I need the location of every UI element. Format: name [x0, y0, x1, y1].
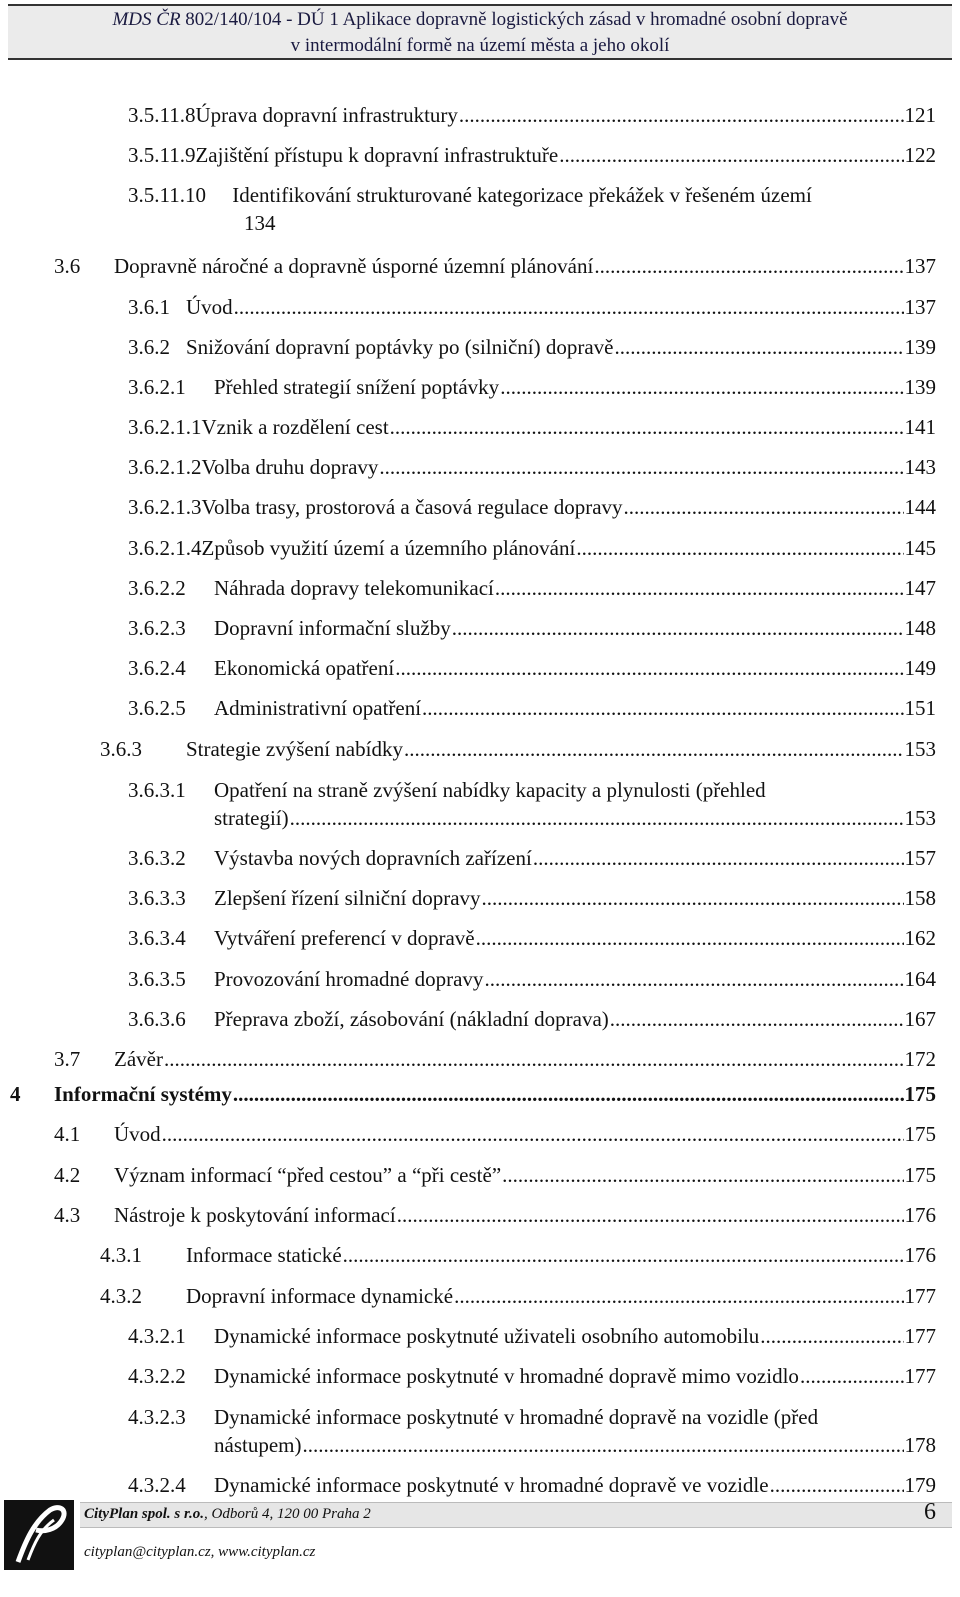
toc-leader-dots [800, 1362, 904, 1390]
toc-entry-page: 175 [904, 1163, 936, 1187]
toc-entry-page: 167 [904, 1007, 936, 1031]
toc-entry-line [128, 453, 936, 481]
toc-entry[interactable] [128, 1403, 936, 1459]
toc-entry-title: Strategie zvýšení nabídky [186, 737, 403, 761]
toc-entry-number: 3.6.3.2 [128, 846, 186, 870]
toc-leader-dots [452, 614, 904, 642]
toc-entry[interactable] [100, 1282, 936, 1310]
toc-leader-dots [343, 1241, 904, 1269]
toc-entry-title: Informace statické [186, 1243, 342, 1267]
toc-leader-dots [476, 924, 904, 952]
toc-entry-line [114, 1201, 936, 1229]
toc-entry-number: 3.6.2.1 [128, 375, 186, 399]
toc-entry-line [114, 1161, 936, 1189]
toc-leader-dots [533, 844, 904, 872]
toc-entry-number: 4.3.2.2 [128, 1364, 186, 1388]
toc-entry-page: 143 [904, 455, 936, 479]
toc-entry-line [214, 1471, 936, 1499]
toc-entry-title: Přehled strategií snížení poptávky [214, 375, 500, 399]
toc-entry-page: 145 [904, 536, 936, 560]
toc-entry-title: Úvod [114, 1122, 161, 1146]
toc-entry[interactable] [128, 453, 936, 481]
toc-entry-line [128, 181, 936, 209]
toc-entry-title: Opatření na straně zvýšení nabídky kapacity a plynulosti (přehled [214, 778, 766, 802]
toc-leader-dots [770, 1471, 904, 1499]
toc-entry-line [128, 413, 936, 441]
toc-entry-title: Dynamické informace poskytnuté v hromadné dopravě ve vozidle [214, 1473, 769, 1497]
toc-entry-title: Náhrada dopravy telekomunikací [214, 576, 494, 600]
toc-entry-page: 176 [904, 1203, 936, 1227]
toc-entry-title: Vytváření preferencí v dopravě [214, 926, 475, 950]
toc-leader-dots [760, 1322, 903, 1350]
toc-entry-page: 122 [904, 143, 936, 167]
toc-entry-title: Způsob využití území a územního plánování [201, 536, 576, 560]
toc-entry[interactable] [128, 141, 936, 169]
toc-entry[interactable] [54, 252, 936, 280]
toc-entry-page: 164 [904, 967, 936, 991]
toc-leader-dots [390, 413, 904, 441]
toc-entry-number: 4.3.2.4 [128, 1473, 186, 1497]
toc-leader-dots [290, 804, 904, 832]
toc-entry-number: 3.6.2.1.3 [128, 495, 202, 519]
toc-entry-title: Přeprava zboží, zásobování (nákladní doprava) [214, 1007, 609, 1031]
toc-entry-line [214, 884, 936, 912]
toc-entry-line [186, 1282, 936, 1310]
footer-company [84, 1503, 371, 1525]
toc-entry-number: 3.5.11.10 [128, 183, 233, 207]
toc-entry-line [186, 293, 936, 321]
toc-entry[interactable] [128, 654, 936, 682]
toc-leader-dots [594, 252, 903, 280]
toc-entry-title: Význam informací “před cestou” a “při cestě” [114, 1163, 502, 1187]
toc-entry[interactable] [128, 694, 936, 722]
toc-entry-line [214, 1322, 936, 1350]
toc-entry-line [214, 776, 936, 804]
toc-entry[interactable] [128, 776, 936, 832]
toc-entry-page: 153 [904, 737, 936, 761]
toc-entry-page: 139 [904, 375, 936, 399]
toc-entry-continuation [214, 804, 936, 832]
toc-entry[interactable] [54, 1045, 936, 1073]
toc-entry-number: 3.6.2.2 [128, 576, 186, 600]
toc-entry-continuation [214, 1431, 936, 1459]
toc-entry[interactable] [128, 293, 936, 321]
toc-entry-number: 3.6.2.3 [128, 616, 186, 640]
toc-leader-dots [624, 493, 904, 521]
toc-entry-number: 4.3.1 [100, 1243, 142, 1267]
toc-entry-line [214, 654, 936, 682]
toc-entry-title: Dopravní informace dynamické [186, 1284, 454, 1308]
toc-entry-number: 3.6 [54, 254, 81, 278]
toc-entry[interactable] [100, 735, 936, 763]
toc-entry-page: 141 [904, 415, 936, 439]
toc-leader-dots [162, 1120, 904, 1148]
toc-entry-title: Úvod [186, 295, 233, 319]
toc-entry-line [214, 1362, 936, 1390]
toc-entry-number: 4.2 [54, 1163, 81, 1187]
toc-entry-title: Závěr [114, 1047, 163, 1071]
footer-page-number: 6 [924, 1499, 936, 1525]
toc-entry-line [214, 965, 936, 993]
toc-entry-page: 149 [904, 656, 936, 680]
toc-leader-dots [500, 373, 903, 401]
toc-entry-title: Dynamické informace poskytnuté uživateli osobního automobilu [214, 1324, 760, 1348]
toc-entry-number: 3.6.1 [128, 295, 170, 319]
toc-entry[interactable] [54, 1161, 936, 1189]
toc-entry-title: Ekonomická opatření [214, 656, 395, 680]
toc-entry-number: 3.7 [54, 1047, 81, 1071]
toc-entry[interactable] [128, 101, 936, 129]
toc-entry-number: 3.6.3.1 [128, 778, 186, 802]
toc-entry-page: 139 [904, 335, 936, 359]
toc-entry-title: Identifikování strukturované kategorizace překážek v řešeném území [232, 183, 812, 207]
toc-entry-number: 3.6.3.6 [128, 1007, 186, 1031]
toc-entry-title: Informační systémy [54, 1082, 232, 1106]
toc-entry-number: 3.6.2.5 [128, 696, 186, 720]
toc-entry-line [214, 694, 936, 722]
toc-leader-dots [395, 654, 903, 682]
toc-leader-dots [495, 574, 904, 602]
toc-entry[interactable] [128, 181, 936, 237]
toc-entry-title: Nástroje k poskytování informací [114, 1203, 396, 1227]
toc-leader-dots [459, 101, 904, 129]
toc-entry-page: 175 [904, 1082, 936, 1106]
toc-entry-page: 137 [904, 295, 936, 319]
toc-entry[interactable] [128, 493, 936, 521]
toc-leader-dots [234, 293, 904, 321]
toc-leader-dots [397, 1201, 904, 1229]
toc-entry-line [214, 844, 936, 872]
toc-entry-line [128, 101, 936, 129]
toc-entry-page: 172 [904, 1047, 936, 1071]
toc-entry[interactable] [128, 1362, 936, 1390]
toc-entry-page: 151 [904, 696, 936, 720]
toc-entry-title: Volba trasy, prostorová a časová regulace dopravy [201, 495, 623, 519]
toc-entry-line [214, 1403, 936, 1431]
toc-entry[interactable] [128, 1005, 936, 1033]
toc-entry-page: 134 [244, 211, 276, 235]
toc-leader-dots [422, 694, 903, 722]
toc-entry-title: Zlepšení řízení silniční dopravy [214, 886, 481, 910]
toc-leader-dots [502, 1161, 903, 1189]
toc-leader-dots [454, 1282, 903, 1310]
toc-leader-dots [576, 534, 903, 562]
toc-entry-page: 177 [904, 1324, 936, 1348]
toc-entry-line [114, 1045, 936, 1073]
toc-leader-dots [302, 1431, 903, 1459]
toc-entry-line [128, 493, 936, 521]
toc-entry-title-continued: nástupem) [214, 1433, 302, 1457]
toc-entry-title: Administrativní opatření [214, 696, 422, 720]
toc-entry-line [128, 141, 936, 169]
toc-entry-page: 148 [904, 616, 936, 640]
toc-entry-title: Zajištění přístupu k dopravní infrastruktuře [195, 143, 559, 167]
toc-entry[interactable] [128, 844, 936, 872]
toc-entry-title: Snižování dopravní poptávky po (silniční) dopravě [186, 335, 614, 359]
toc-entry-line [114, 252, 936, 280]
toc-entry-number: 3.5.11.8 [128, 103, 196, 127]
toc-entry-title: Úprava dopravní infrastruktury [195, 103, 458, 127]
toc-entry-title: Dynamické informace poskytnuté v hromadné dopravě na vozidle (před [214, 1405, 819, 1429]
toc-entry-page: 177 [904, 1284, 936, 1308]
toc-leader-dots [404, 735, 904, 763]
footer-company-address: , Odborů 4, 120 00 Praha 2 [204, 1506, 371, 1522]
toc-entry-number: 3.5.11.9 [128, 143, 196, 167]
toc-leader-dots [164, 1045, 904, 1073]
toc-entry-number: 3.6.3 [100, 737, 142, 761]
toc-entry[interactable] [54, 1201, 936, 1229]
toc-entry-number: 4 [10, 1082, 21, 1106]
toc-entry-page: 177 [904, 1364, 936, 1388]
toc-entry-number: 4.1 [54, 1122, 81, 1146]
toc-entry-line [214, 1005, 936, 1033]
toc-entry-number: 3.6.3.5 [128, 967, 186, 991]
toc-entry-page: 178 [904, 1433, 936, 1457]
toc-entry-page: 175 [904, 1122, 936, 1146]
toc-entry-number: 4.3.2 [100, 1284, 142, 1308]
toc-entry-page: 153 [904, 806, 936, 830]
toc-entry-page: 121 [904, 103, 936, 127]
toc-entry-page: 157 [904, 846, 936, 870]
toc-entry-line [214, 614, 936, 642]
toc-entry[interactable] [128, 574, 936, 602]
toc-entry[interactable] [128, 534, 936, 562]
toc-entry-line [214, 373, 936, 401]
toc-entry-line [214, 574, 936, 602]
toc-entry-line [186, 1241, 936, 1269]
toc-leader-dots [610, 1005, 904, 1033]
toc-entry-number: 3.6.3.4 [128, 926, 186, 950]
toc-entry-title: Dopravně náročné a dopravně úsporné územní plánování [114, 254, 594, 278]
toc-leader-dots [482, 884, 904, 912]
toc-entry-page: 176 [904, 1243, 936, 1267]
toc-entry-line [54, 1080, 936, 1108]
toc-entry-number: 4.3 [54, 1203, 81, 1227]
toc-leader-dots [379, 453, 903, 481]
toc-entry[interactable] [128, 333, 936, 361]
toc-leader-dots [615, 333, 904, 361]
toc-entry[interactable] [128, 965, 936, 993]
toc-entry-number: 3.6.2.1.1 [128, 415, 202, 439]
toc-entry-number: 4.3.2.3 [128, 1405, 186, 1429]
toc-entry-title: Volba druhu dopravy [201, 455, 379, 479]
toc-entry-page: 147 [904, 576, 936, 600]
footer-company-name: CityPlan spol. s r.o. [84, 1506, 205, 1522]
header-project: 802/140/104 - DÚ 1 Aplikace dopravně logistických zásad v hromadné osobní dopravě [185, 9, 848, 30]
toc-entry[interactable] [128, 924, 936, 952]
toc-entry-title: Provozování hromadné dopravy [214, 967, 484, 991]
toc-entry-line [186, 735, 936, 763]
toc-entry[interactable] [128, 1322, 936, 1350]
footer-contact: cityplan@cityplan.cz, www.cityplan.cz [84, 1544, 316, 1560]
toc-entry-title: Dopravní informační služby [214, 616, 451, 640]
header-mds: MDS ČR [112, 9, 181, 30]
toc-entry-line [114, 1120, 936, 1148]
toc-entry[interactable] [54, 1120, 936, 1148]
toc-entry-title-continued: strategií) [214, 806, 289, 830]
toc-entry-number: 4.3.2.1 [128, 1324, 186, 1348]
toc-entry-page: 162 [904, 926, 936, 950]
toc-entry-number: 3.6.2.1.2 [128, 455, 202, 479]
toc-entry-line [214, 924, 936, 952]
toc-entry[interactable] [10, 1080, 936, 1108]
header-line-2: v intermodální formě na území města a jeho okolí [290, 35, 670, 56]
toc-entry[interactable] [128, 413, 936, 441]
toc-entry[interactable] [128, 1471, 936, 1499]
toc-entry-number: 3.6.2.1.4 [128, 536, 202, 560]
toc-entry[interactable] [128, 884, 936, 912]
toc-leader-dots [233, 1080, 904, 1108]
toc-leader-dots [484, 965, 903, 993]
toc-entry-title: Dynamické informace poskytnuté v hromadné dopravě mimo vozidlo [214, 1364, 799, 1388]
toc-entry-title: Výstavba nových dopravních zařízení [214, 846, 532, 870]
toc-entry[interactable] [100, 1241, 936, 1269]
toc-entry-page: 137 [904, 254, 936, 278]
toc-entry-line [128, 534, 936, 562]
toc-entry-line [186, 333, 936, 361]
toc-entry[interactable] [128, 614, 936, 642]
toc-entry-number: 3.6.2.4 [128, 656, 186, 680]
toc-entry-page: 144 [904, 495, 936, 519]
toc-leader-dots [559, 141, 903, 169]
toc-entry-page: 179 [904, 1473, 936, 1497]
toc-entry-number: 3.6.3.3 [128, 886, 186, 910]
toc-entry-page: 158 [904, 886, 936, 910]
cityplan-logo [4, 1500, 74, 1570]
toc-entry[interactable] [128, 373, 936, 401]
toc-entry-title: Vznik a rozdělení cest [201, 415, 389, 439]
toc-entry-continuation [244, 209, 276, 237]
toc-entry-number: 3.6.2 [128, 335, 170, 359]
